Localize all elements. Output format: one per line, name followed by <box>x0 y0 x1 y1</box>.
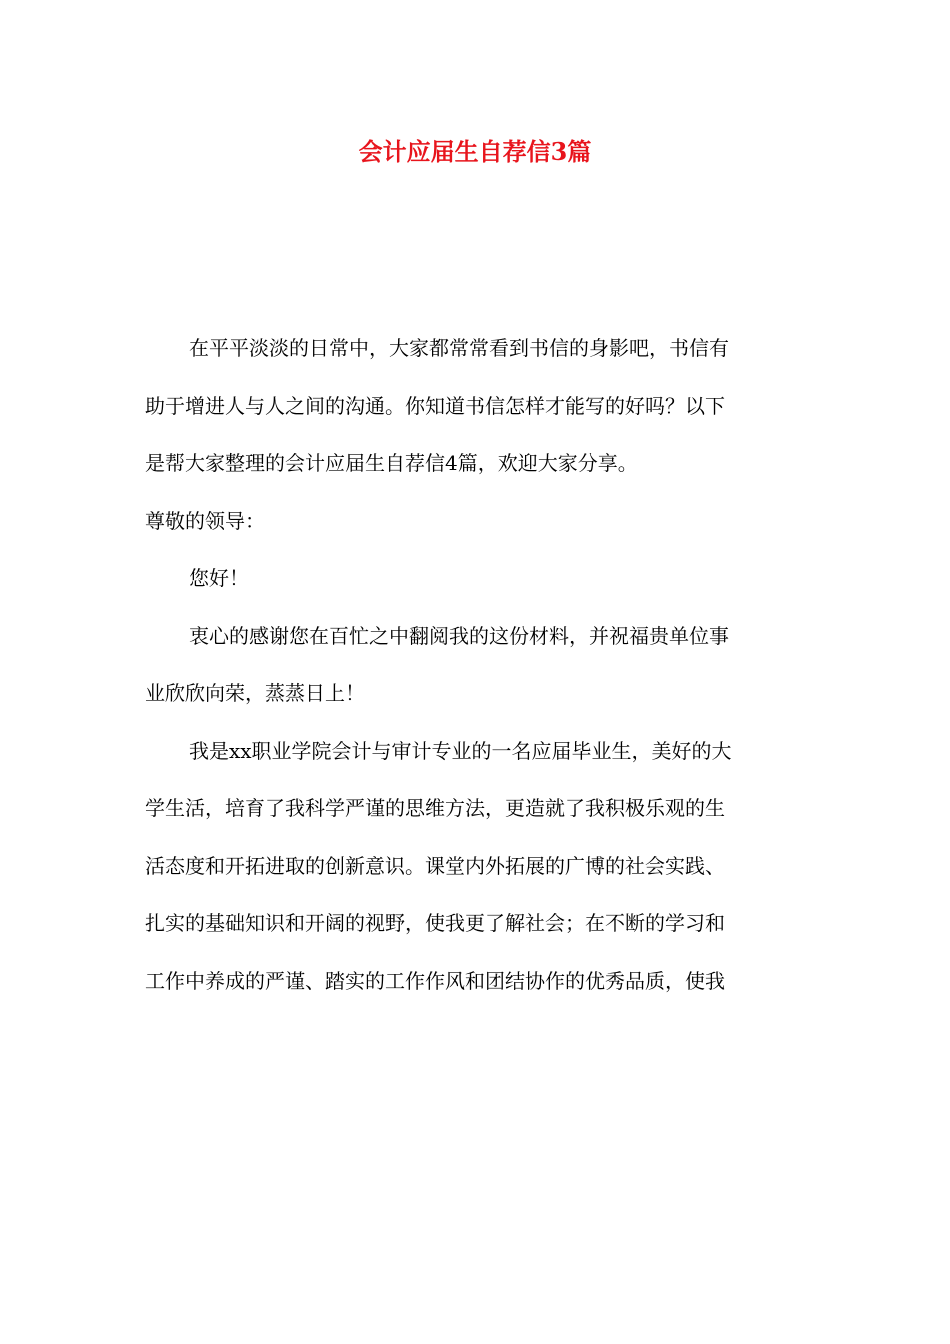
body-line: 扎实的基础知识和开阔的视野，使我更了解社会；在不断的学习和 <box>145 911 725 935</box>
body-line: 我是xx职业学院会计与审计专业的一名应届毕业生，美好的大 <box>189 738 732 763</box>
salutation: 尊敬的领导： <box>145 508 265 533</box>
body-line: 衷心的感谢您在百忙之中翻阅我的这份材料，并祝福贵单位事 <box>189 623 729 648</box>
body-line: 学生活，培育了我科学严谨的思维方法，更造就了我积极乐观的生 <box>145 796 725 820</box>
body-line: 活态度和开拓进取的创新意识。课堂内外拓展的广博的社会实践、 <box>145 853 725 878</box>
document-title: 会计应届生自荐信3篇 <box>358 137 592 166</box>
body-line: 业欣欣向荣，蒸蒸日上！ <box>145 681 365 705</box>
body-line: 助于增进人与人之间的沟通。你知道书信怎样才能写的好吗？以下 <box>145 393 725 418</box>
document-body <box>145 320 810 1010</box>
body-line: 工作中养成的严谨、踏实的工作作风和团结协作的优秀品质，使我 <box>145 968 725 993</box>
greeting: 您好！ <box>189 566 249 590</box>
body-line: 在平平淡淡的日常中，大家都常常看到书信的身影吧，书信有 <box>189 336 729 360</box>
body-line: 是帮大家整理的会计应届生自荐信4篇，欢迎大家分享。 <box>145 451 638 475</box>
